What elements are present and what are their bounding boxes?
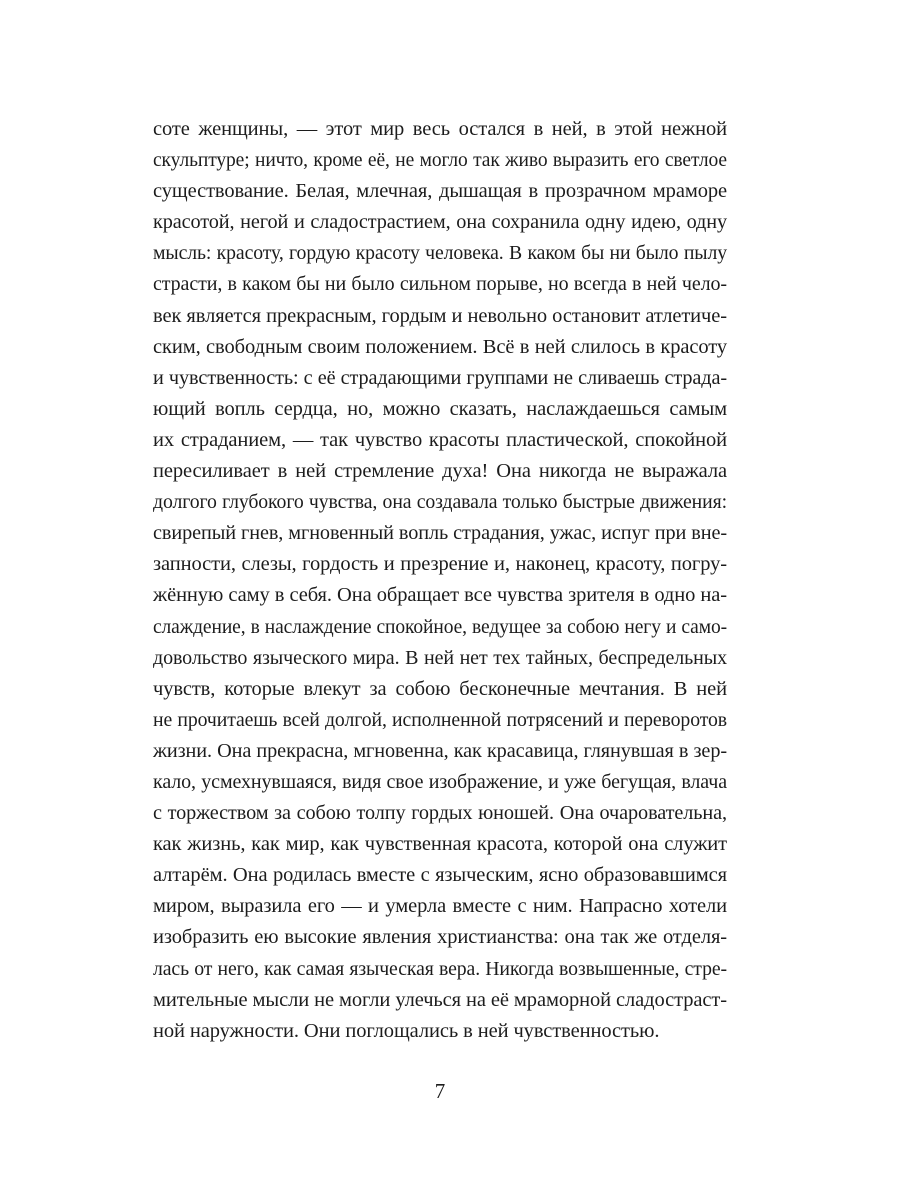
- text-line: миром, выразила его — и умерла вместе с ним. Напрасно хотели: [153, 895, 727, 918]
- text-line-last: ной наружности. Они поглощались в ней чувственностью.: [153, 1019, 660, 1042]
- text-line: слаждение, в наслаждение спокойное, ведущее за собою негу и само-: [153, 616, 727, 638]
- text-line: ющий вопль сердца, но, можно сказать, наслаждаешься самым: [153, 397, 727, 420]
- text-line: мысль: красоту, гордую красоту человека. В каком бы ни было пылу: [153, 242, 727, 265]
- text-line: жённую саму в себя. Она обращает все чувства зрителя в одно на-: [153, 584, 727, 607]
- text-line: их страданием, — так чувство красоты пластической, спокойной: [153, 428, 727, 451]
- text-line: с торжеством за собою толпу гордых юношей. Она очаровательна,: [153, 802, 727, 825]
- text-line: как жизнь, как мир, как чувственная красота, которой она служит: [153, 833, 727, 856]
- text-line: жизни. Она прекрасна, мгновенна, как красавица, глянувшая в зер-: [153, 739, 727, 762]
- text-line: чувств, которые влекут за собою бесконечные мечтания. В ней: [153, 677, 727, 700]
- page-number: 7: [434, 1079, 446, 1103]
- text-line: и чувственность: с её страдающими группами не сливаешь страда-: [153, 366, 727, 389]
- text-line: существование. Белая, млечная, дышащая в прозрачном мраморе: [153, 180, 727, 203]
- text-line: довольство языческого мира. В ней нет тех тайных, беспредельных: [153, 646, 727, 669]
- text-line: долгого глубокого чувства, она создавала только быстрые движения:: [153, 491, 727, 514]
- text-line: алтарём. Она родилась вместе с языческим, ясно образовавшимся: [153, 864, 727, 887]
- text-line: век является прекрасным, гордым и невольно остановит атлетиче-: [153, 304, 727, 327]
- text-line: запности, слезы, гордость и презрение и, наконец, красоту, погру-: [153, 553, 727, 576]
- text-line: мительные мысли не могли улечься на её мраморной сладостраст-: [153, 988, 727, 1011]
- text-line: скульптуре; ничто, кроме её, не могло так живо выразить его светлое: [153, 150, 727, 172]
- text-line: страсти, в каком бы ни было сильном порыве, но всегда в ней чело-: [153, 273, 727, 296]
- text-line: красотой, негой и сладострастием, она сохранила одну идею, одну: [153, 211, 727, 234]
- text-line: не прочитаешь всей долгой, исполненной потрясений и переворотов: [153, 708, 727, 731]
- text-line: ским, свободным своим положением. Всё в ней слилось в красоту: [153, 335, 727, 358]
- text-line: кало, усмехнувшаяся, видя свое изображение, и уже бегущая, влача: [153, 770, 727, 793]
- body-text: [153, 114, 727, 1047]
- text-line: соте женщины, — этот мир весь остался в ней, в этой нежной: [153, 118, 727, 140]
- text-line: изобразить ею высокие явления христианства: она так же отделя-: [153, 926, 727, 949]
- text-line: пересиливает в ней стремление духа! Она никогда не выражала: [153, 460, 727, 483]
- text-line: лась от него, как самая языческая вера. Никогда возвышенные, стре-: [153, 957, 727, 980]
- text-line: свирепый гнев, мгновенный вопль страдания, ужас, испуг при вне-: [153, 522, 727, 545]
